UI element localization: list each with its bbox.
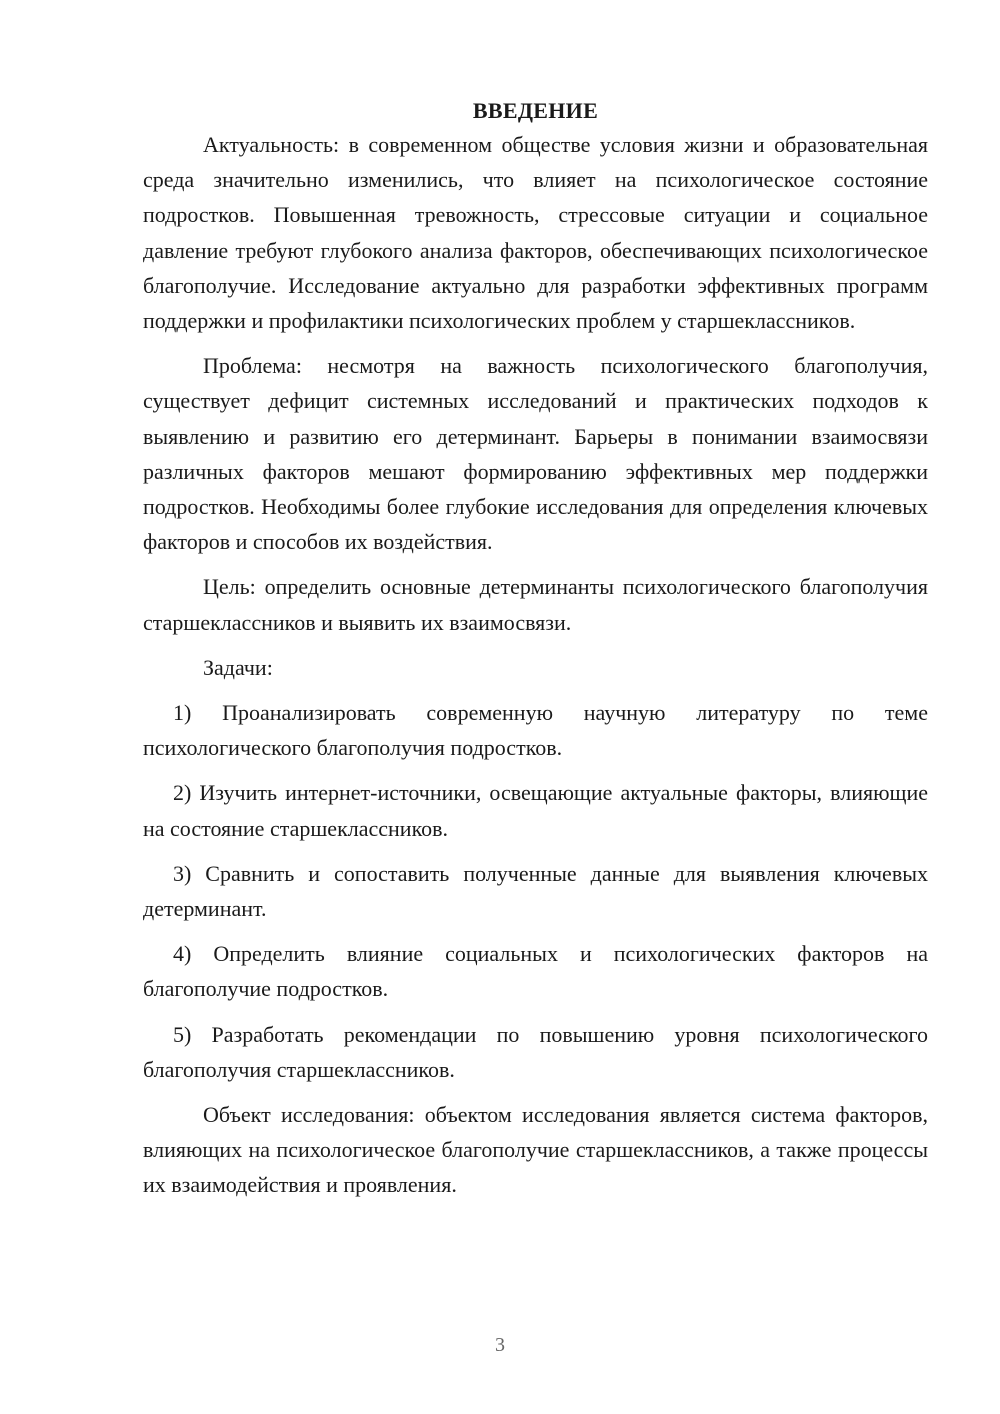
section-title: ВВЕДЕНИЕ — [472, 98, 599, 123]
task-item-3: 3) Сравнить и сопоставить полученные данные для выявления ключевых детерминант. — [143, 860, 928, 922]
paragraph-goal: Цель: определить основные детерминанты психологического благополучия старшеклассников и выявить их взаимосвязи. — [143, 574, 928, 635]
document-page — [143, 95, 928, 1213]
page-number: 3 — [495, 1334, 505, 1356]
paragraph-object: Объект исследования: объектом исследования является система факторов, влияющих на психологическое благополучие старшеклассников, а также процессы их взаимодействия и проявления. — [143, 1102, 928, 1198]
task-item-5: 5) Разработать рекомендации по повышению уровня психологического благополучия старшеклассников. — [143, 1021, 928, 1082]
task-item-2: 2) Изучить интернет-источники, освещающие актуальные факторы, влияющие на состояние старшеклассников. — [143, 780, 928, 841]
tasks-heading: Задачи: — [203, 654, 273, 680]
task-item-1: 1) Проанализировать современную научную литературу по теме психологического благополучия подростков. — [143, 700, 928, 761]
paragraph-problem: Проблема: несмотря на важность психологического благополучия, существует дефицит системных исследований и практических подходов к выявлению и развитию его детерминант. Барьеры в понимании взаимосвязи различных факторов мешают формированию эффективных мер поддержки подростков. Необходимы более глубокие исследования для определения ключевых факторов и способов их воздействия. — [143, 353, 928, 555]
paragraph-relevance: Актуальность: в современном обществе условия жизни и образовательная среда значительно изменились, что влияет на психологическое состояние подростков. Повышенная тревожность, стрессовые ситуации и социальное давление требуют глубокого анализа факторов, обеспечивающих психологическое благополучие. Исследование актуально для разработки эффективных программ поддержки и профилактики психологических проблем у старшеклассников. — [143, 132, 928, 334]
task-item-4: 4) Определить влияние социальных и психологических факторов на благополучие подростков. — [143, 941, 928, 1002]
